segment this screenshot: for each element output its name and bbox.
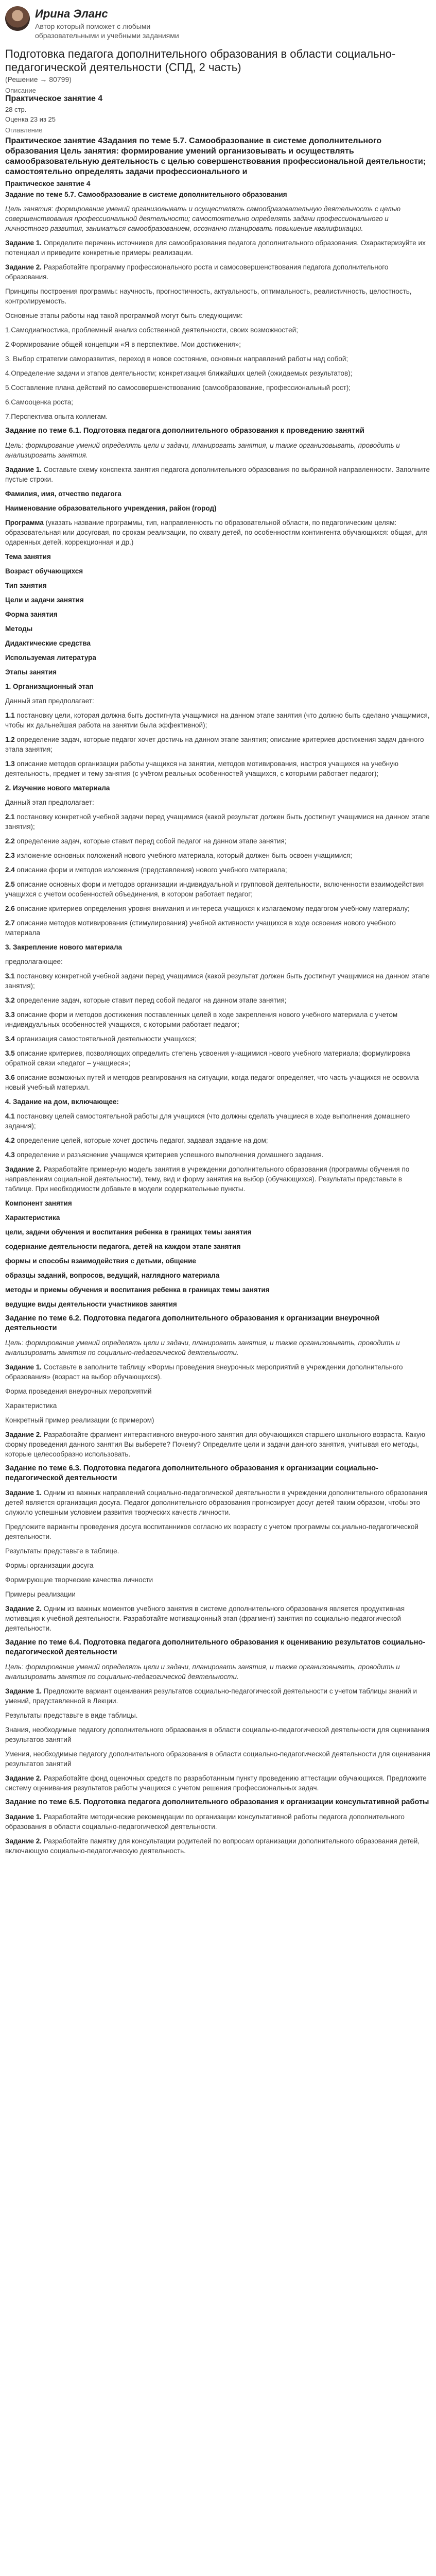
- paragraph: [5, 995, 431, 1005]
- paragraph-text: описание форм и методов изложения (представления) нового учебного материала;: [14, 866, 287, 874]
- paragraph-lead: Задание 1.: [5, 1363, 42, 1371]
- paragraph-lead: 1.2: [5, 736, 15, 743]
- paragraph-text: 5.Составление плана действий по самосовершенствованию (самообразование, профессиональный рост);: [5, 384, 351, 392]
- paragraph-text: Знания, необходимые педагогу дополнительного образования в области социально-педагогической деятельности для оценивания результатов занятий: [5, 1726, 430, 1743]
- paragraph-lead: 2.5: [5, 880, 15, 888]
- paragraph-text: Умения, необходимые педагогу дополнительного образования в области социально-педагогической деятельности для оценивания результатов занятий: [5, 1750, 430, 1768]
- paragraph-text: постановку цели, которая должна быть достигнута учащимися на данном этапе занятия (что должно быть сделано учащимися, чтобы их дальнейшая работа на занятии была эффективной);: [5, 711, 430, 729]
- paragraph: [5, 1488, 431, 1517]
- paragraph-text: Определите перечень источников для самообразования педагога дополнительного образования. Охарактеризуйте их потенциал и приведите конкретные примеры реализации.: [5, 239, 426, 257]
- paragraph-lead: 3.3: [5, 1011, 15, 1019]
- paragraph-text: Этапы занятия: [5, 668, 57, 676]
- paragraph: [5, 1401, 431, 1411]
- paragraph-text: ведущие виды деятельности участников занятия: [5, 1300, 177, 1308]
- paragraph-text: методы и приемы обучения и воспитания ребенка в границах темы занятия: [5, 1286, 270, 1294]
- paragraph: [5, 971, 431, 991]
- paragraph-text: Данный этап предполагает:: [5, 799, 94, 806]
- lead-heading: Практическое занятие 4: [5, 179, 91, 188]
- paragraph: [5, 1034, 431, 1044]
- paragraph: [5, 1836, 431, 1856]
- paragraph-text: Задание по теме 6.1. Подготовка педагога дополнительного образования к проведению занятий: [5, 427, 364, 435]
- paragraph-lead: 1.3: [5, 760, 15, 768]
- section-heading: [5, 1464, 431, 1483]
- paragraph: [5, 1561, 431, 1570]
- section-heading: [5, 1213, 431, 1223]
- paragraph-lead: Задание 2.: [5, 263, 42, 271]
- paragraph-lead: 2.6: [5, 905, 15, 912]
- section-heading: [5, 1198, 431, 1208]
- section-heading: [5, 552, 431, 562]
- paragraph: [5, 1749, 431, 1769]
- section-heading: [5, 566, 431, 576]
- section-heading: [5, 624, 431, 634]
- paragraph-lead: Задание 2.: [5, 1837, 42, 1845]
- paragraph-lead: Задание 1.: [5, 1813, 42, 1821]
- paragraph-lead: 3.1: [5, 972, 15, 980]
- paragraph-lead: Задание 1.: [5, 466, 42, 473]
- paragraph-text: постановку конкретной учебной задачи перед учащимися (какой результат должен быть достигнут учащимися на данном этапе занятия);: [5, 813, 430, 831]
- paragraph-text: Методы: [5, 625, 33, 633]
- section-heading: [5, 638, 431, 648]
- paragraph-lead: 2.1: [5, 813, 15, 821]
- paragraph-text: 4. Задание на дом, включающее:: [5, 1098, 119, 1106]
- paragraph-text: предполагающее:: [5, 958, 63, 965]
- paragraph: [5, 1575, 431, 1585]
- description-value: Практическое занятие 4: [5, 94, 103, 103]
- paragraph: [5, 1415, 431, 1425]
- section-heading: [5, 1285, 431, 1295]
- paragraph: [5, 311, 431, 320]
- toc-label: Оглавление: [5, 126, 43, 134]
- paragraph: [5, 957, 431, 967]
- paragraph: [5, 1150, 431, 1160]
- paragraph-text: Задание по теме 6.5. Подготовка педагога дополнительного образования к организации консультативной работы: [5, 1798, 429, 1806]
- section-heading: [5, 1256, 431, 1266]
- paragraph-lead: Задание 1.: [5, 239, 42, 247]
- paragraph-lead: Задание 2.: [5, 1774, 42, 1782]
- paragraph: [5, 1773, 431, 1793]
- paragraph-lead: 4.3: [5, 1151, 15, 1159]
- paragraph-text: постановку целей самостоятельной работы для учащихся (что должны сделать учащиеся в ходе выполнения домашнего задания);: [5, 1112, 410, 1130]
- paragraph-lead: 2.7: [5, 919, 15, 927]
- paragraph-text: 6.Самооценка роста;: [5, 398, 74, 406]
- paragraph-text: 3. Закрепление нового материала: [5, 943, 123, 951]
- paragraph-lead: 3.2: [5, 996, 15, 1004]
- paragraph-text: образцы заданий, вопросов, ведущий, наглядного материала: [5, 1272, 220, 1279]
- author-avatar[interactable]: [5, 6, 30, 31]
- paragraph-lead: 2.3: [5, 852, 15, 859]
- paragraph-text: (указать название программы, тип, направленность по образовательной области, по педагогическим целям: образовательная или досуговая, по срокам реализации, по охвату детей, по особенностям контингента обучающихся: общая, для одаренных детей, коррекционная и др.): [5, 519, 428, 546]
- paragraph-text: Форма занятия: [5, 611, 58, 618]
- section-heading: [5, 1798, 431, 1807]
- paragraph: [5, 465, 431, 484]
- section-heading: [5, 653, 431, 663]
- paragraph-text: Формы организации досуга: [5, 1562, 94, 1569]
- paragraph-lead: Задание 2.: [5, 1165, 42, 1173]
- paragraph-text: Разработайте методические рекомендации по организации консультативной работы педагога дополнительного образования в области социально-педагогической деятельности.: [5, 1813, 405, 1831]
- description-label: Описание: [5, 87, 36, 94]
- section-heading: [5, 1638, 431, 1657]
- paragraph: [5, 759, 431, 778]
- paragraph: [5, 1010, 431, 1029]
- paragraph-text: Тема занятия: [5, 553, 51, 561]
- toc-text: Практическое занятие 4Задания по теме 5.7. Самообразование в системе дополнительного образования Цель занятия: формирование умений организовывать и осуществлять самообразовательную деятельность с целью совершенствования профессиональной деятельности; самостоятельно определять задачи профессионального и: [5, 137, 426, 176]
- paragraph-text: Цель: формирование умений определять цели и задачи, планировать занятия, и также организовывать, проводить и анализировать занятия.: [5, 442, 400, 459]
- paragraph-text: формы и способы взаимодействия с детьми, общение: [5, 1257, 196, 1265]
- paragraph-text: постановку конкретной учебной задачи перед учащимися (какой результат должен быть достигнут учащимися на данном этапе занятия);: [5, 972, 430, 990]
- paragraph-text: Фамилия, имя, отчество педагога: [5, 490, 121, 498]
- paragraph-text: Разработайте фонд оценочных средств по разработанным пункту проведению аттестации обучающихся. Предложите систему оценивания результатов работы учащихся с учетом решения профессиональных задач.: [5, 1774, 427, 1792]
- section-heading: [5, 783, 431, 793]
- section-heading: [5, 1270, 431, 1280]
- paragraph-text: цели, задачи обучения и воспитания ребенка в границах темы занятия: [5, 1228, 252, 1236]
- document-subtitle: (Решение → 80799): [5, 75, 72, 83]
- paragraph: [5, 1111, 431, 1131]
- paragraph-text: Характеристика: [5, 1214, 60, 1222]
- paragraph-text: Цель: формирование умений определять цели и задачи, планировать занятия, и также организовывать, проводить и анализировать занятия по социально-педагогической деятельности.: [5, 1339, 400, 1357]
- section-heading: [5, 942, 431, 952]
- document-body: [5, 190, 431, 1856]
- paragraph-text: Используемая литература: [5, 654, 96, 662]
- paragraph-lead: Программа: [5, 519, 44, 527]
- paragraph: [5, 1546, 431, 1556]
- paragraph: [5, 865, 431, 875]
- paragraph-text: 2.Формирование общей концепции «Я в перспективе. Мои достижения»;: [5, 341, 241, 348]
- paragraph-lead: 2.2: [5, 837, 15, 845]
- paragraph-text: Характеристика: [5, 1402, 57, 1410]
- section-heading: [5, 426, 431, 436]
- paragraph-text: Цели и задачи занятия: [5, 596, 84, 604]
- section-heading: [5, 503, 431, 513]
- section-heading: [5, 595, 431, 605]
- paragraph: [5, 1136, 431, 1145]
- section-heading: [5, 1097, 431, 1107]
- paragraph-lead: Задание 1.: [5, 1489, 42, 1497]
- paragraph-text: описание критериев определения уровня внимания и интереса учащихся к излагаемому педагогом учебному материалу;: [14, 905, 410, 912]
- paragraph-lead: Задание 2.: [5, 1431, 42, 1438]
- paragraph: [5, 340, 431, 349]
- paragraph: [5, 1362, 431, 1382]
- paragraph-text: определение задач, которые ставит перед собой педагог на данном этапе занятия;: [14, 837, 287, 845]
- paragraph-text: описание возможных путей и методов реагирования на ситуации, когда педагог определяет, что часть учащихся не освоила новый учебный материал.: [5, 1074, 419, 1091]
- document-title: Подготовка педагога дополнительного образования в области социально-педагогической деятельности (СПД, 2 часть): [5, 47, 396, 74]
- paragraph: [5, 1812, 431, 1832]
- section-heading: [5, 489, 431, 499]
- pages-count: 28 стр.: [5, 106, 27, 113]
- author-name[interactable]: Ирина Эланс: [35, 7, 108, 20]
- paragraph-lead: 4.1: [5, 1112, 15, 1120]
- paragraph: [5, 518, 431, 547]
- section-heading: [5, 1227, 431, 1237]
- section-heading: [5, 667, 431, 677]
- paragraph-text: Разработайте фрагмент интерактивного внеурочного занятия для обучающихся старшего школьного возраста. Какую форму проведения данного занятия Вы выберете? Почему? Определите цели и задачи данного занятия, учитывая его методы, которые целесообразно использовать.: [5, 1431, 426, 1458]
- paragraph-text: Одним из важных моментов учебного занятия в системе дополнительного образования является продуктивная мотивация к учебной деятельности. Разработайте мотивационный этап (фрагмент) занятия по социально-педагогической деятельности.: [5, 1605, 405, 1632]
- paragraph: [5, 368, 431, 378]
- paragraph-text: Разработайте примерную модель занятия в учреждении дополнительного образования (программы обучения по направлениям социальной деятельности), тему, вид и форму занятия на выбор (обучающихся). Результаты представьте в таблице. При необходимости добавьте в модели содержательные пункты.: [5, 1165, 410, 1193]
- paragraph-lead: 3.6: [5, 1074, 15, 1081]
- paragraph-lead: Задание 2.: [5, 1605, 42, 1613]
- goal-text: [5, 1662, 431, 1682]
- paragraph-text: Задание по теме 6.2. Подготовка педагога дополнительного образования к организации внеурочной деятельности: [5, 1314, 380, 1332]
- paragraph-text: Задание по теме 6.3. Подготовка педагога дополнительного образования к организации социально-педагогической деятельности: [5, 1464, 378, 1482]
- paragraph: [5, 397, 431, 407]
- paragraph-text: Задание по теме 5.7. Самообразование в системе дополнительного образования: [5, 191, 287, 198]
- paragraph-text: Одним из важных направлений социально-педагогической деятельности в учреждении дополнительного образования детей является организация досуга. Педагог дополнительного образования прогнозирует досуг детей таким образом, чтобы это служило успешным условием развития творческих качеств личности.: [5, 1489, 427, 1516]
- paragraph-text: Цель: формирование умений определять цели и задачи, планировать занятия, и также организовывать, проводить и анализировать занятия по социально-педагогической деятельности.: [5, 1663, 400, 1681]
- paragraph-text: Формирующие творческие качества личности: [5, 1576, 153, 1584]
- section-heading: [5, 190, 431, 199]
- goal-text: [5, 440, 431, 460]
- paragraph-text: описание критериев, позволяющих определить степень усвоения учащимися нового учебного материала; формулировка обратной связи «педагог – учащиеся»;: [5, 1049, 410, 1067]
- paragraph: [5, 286, 431, 306]
- paragraph-text: Цель занятия: формирование умений организовывать и осуществлять самообразовательную деятельность с целью совершенствования профессиональной деятельности; самостоятельно определять задачи профессионального и личностного развития, заниматься самообразованием, осознанно планировать повышение квалификации.: [5, 205, 400, 232]
- paragraph-text: Составьте в заполните таблицу «Формы проведения внеурочных мероприятий в учреждении дополнительного образования» (возраст на выбор обучающихся).: [5, 1363, 403, 1381]
- author-info: [35, 6, 205, 40]
- section-heading: [5, 682, 431, 691]
- paragraph: [5, 836, 431, 846]
- paragraph-lead: 2.4: [5, 866, 15, 874]
- paragraph-text: 4.Определение задачи и этапов деятельности; конкретизация ближайших целей (ожидаемых результатов);: [5, 369, 353, 377]
- paragraph-text: Разработайте памятку для консультации родителей по вопросам организации дополнительного образования детей, включающую социально-педагогическую деятельность.: [5, 1837, 420, 1855]
- section-heading: [5, 1314, 431, 1333]
- paragraph: [5, 918, 431, 938]
- paragraph: [5, 696, 431, 706]
- paragraph: [5, 1710, 431, 1720]
- paragraph-text: определение задач, которые педагог хочет достичь на данном этапе занятия; описание критериев достижения задач данного этапа занятия;: [5, 736, 424, 753]
- section-heading: [5, 1299, 431, 1309]
- paragraph-text: 3. Выбор стратегии саморазвития, переход в новое состояние, основных направлений работы над собой;: [5, 355, 348, 363]
- paragraph: [5, 735, 431, 754]
- paragraph: [5, 1725, 431, 1744]
- paragraph: [5, 1048, 431, 1068]
- paragraph-text: 1. Организационный этап: [5, 683, 94, 690]
- paragraph-text: описание основных форм и методов организации индивидуальной и групповой деятельности, включенности взаимодействия учащихся с учетом особенностей объединения, в котором работает педагог;: [5, 880, 424, 898]
- paragraph-text: Конкретный пример реализации (с примером): [5, 1416, 154, 1424]
- paragraph: [5, 412, 431, 421]
- paragraph-text: описание методов организации работы учащихся на занятии, методов мотивирования, настроя учащихся на учебную деятельность, предмет и тему занятия (с учётом реальных особенностей учащихся, с которыми работает педагог);: [5, 760, 399, 777]
- paragraph-text: Задание по теме 6.4. Подготовка педагога дополнительного образования к оцениванию результатов социально-педагогической деятельности: [5, 1638, 426, 1656]
- paragraph: [5, 325, 431, 335]
- section-heading: [5, 581, 431, 590]
- paragraph-lead: 3.5: [5, 1049, 15, 1057]
- paragraph: [5, 383, 431, 393]
- paragraph: [5, 238, 431, 258]
- paragraph-text: Результаты представьте в виде таблицы.: [5, 1711, 138, 1719]
- rating: Оценка 23 из 25: [5, 115, 56, 123]
- paragraph-lead: 1.1: [5, 711, 15, 719]
- paragraph-text: описание форм и методов достижения поставленных целей в ходе закрепления нового учебного материала с учетом индивидуальных особенностей учащихся, с которыми работает педагог;: [5, 1011, 398, 1028]
- paragraph: [5, 1430, 431, 1459]
- paragraph: [5, 1604, 431, 1633]
- paragraph-text: Возраст обучающихся: [5, 567, 83, 575]
- author-description: Автор который поможет с любыми образовательными и учебными заданиями: [35, 22, 179, 40]
- paragraph-lead: 4.2: [5, 1137, 15, 1144]
- paragraph-text: организация самостоятельной деятельности учащихся;: [14, 1035, 197, 1043]
- paragraph: [5, 1073, 431, 1092]
- author-card[interactable]: [5, 4, 431, 44]
- paragraph-text: содержание деятельности педагога, детей на каждом этапе занятия: [5, 1243, 241, 1250]
- paragraph-text: Компонент занятия: [5, 1199, 72, 1207]
- paragraph-text: Результаты представьте в таблице.: [5, 1547, 119, 1555]
- paragraph-text: Принципы построения программы: научность, прогностичность, актуальность, оптимальность, реалистичность, целостность, контролируемость.: [5, 287, 412, 305]
- paragraph-text: Предложите варианты проведения досуга воспитанников согласно их возрасту с учетом программы социально-педагогической деятельности.: [5, 1523, 418, 1540]
- paragraph-text: изложение основных положений нового учебного материала, который должен быть освоен учащимися;: [14, 852, 353, 859]
- paragraph-lead: 3.4: [5, 1035, 15, 1043]
- paragraph: [5, 1686, 431, 1706]
- paragraph-text: 2. Изучение нового материала: [5, 784, 110, 792]
- paragraph: [5, 710, 431, 730]
- paragraph-text: Предложите вариант оценивания результатов социально-педагогической деятельности с учетом таблицы знаний и умений, представленной в Лекции.: [5, 1687, 417, 1705]
- paragraph: [5, 1522, 431, 1541]
- paragraph-text: Данный этап предполагает:: [5, 697, 94, 705]
- paragraph-lead: Задание 1.: [5, 1687, 42, 1695]
- paragraph: [5, 1589, 431, 1599]
- paragraph-text: Тип занятия: [5, 582, 47, 589]
- paragraph-text: Разработайте программу профессионального роста и самосовершенствования педагога дополнительного образования.: [5, 263, 389, 281]
- paragraph-text: Дидактические средства: [5, 639, 91, 647]
- paragraph: [5, 798, 431, 807]
- paragraph-text: Наименование образовательного учреждения, район (город): [5, 504, 217, 512]
- paragraph: [5, 262, 431, 282]
- section-heading: [5, 609, 431, 619]
- goal-text: [5, 204, 431, 233]
- paragraph: [5, 812, 431, 832]
- goal-text: [5, 1338, 431, 1358]
- paragraph: [5, 851, 431, 860]
- paragraph: [5, 1386, 431, 1396]
- paragraph-text: определение целей, которые хочет достичь педагог, задавая задание на дом;: [14, 1137, 268, 1144]
- paragraph: [5, 904, 431, 913]
- paragraph-text: Составьте схему конспекта занятия педагога дополнительного образования по выбранной направленности. Заполните пустые строки.: [5, 466, 430, 483]
- paragraph-text: Форма проведения внеурочных мероприятий: [5, 1387, 152, 1395]
- paragraph-text: Примеры реализации: [5, 1590, 76, 1598]
- paragraph: [5, 879, 431, 899]
- paragraph-text: описание методов мотивирования (стимулирования) учебной активности учащихся в ходе освоения нового учебного материала: [5, 919, 396, 937]
- paragraph: [5, 1164, 431, 1194]
- paragraph-text: определение и разъяснение учащимся критериев успешного выполнения домашнего задания.: [14, 1151, 324, 1159]
- paragraph-text: Основные этапы работы над такой программой могут быть следующими:: [5, 312, 243, 319]
- paragraph: [5, 354, 431, 364]
- paragraph-text: определение задач, которые ставит перед собой педагог на данном этапе занятия;: [14, 996, 287, 1004]
- paragraph-text: 7.Перспектива опыта коллегам.: [5, 413, 108, 420]
- paragraph-text: 1.Самодиагностика, проблемный анализ собственной деятельности, своих возможностей;: [5, 326, 298, 334]
- section-heading: [5, 1242, 431, 1251]
